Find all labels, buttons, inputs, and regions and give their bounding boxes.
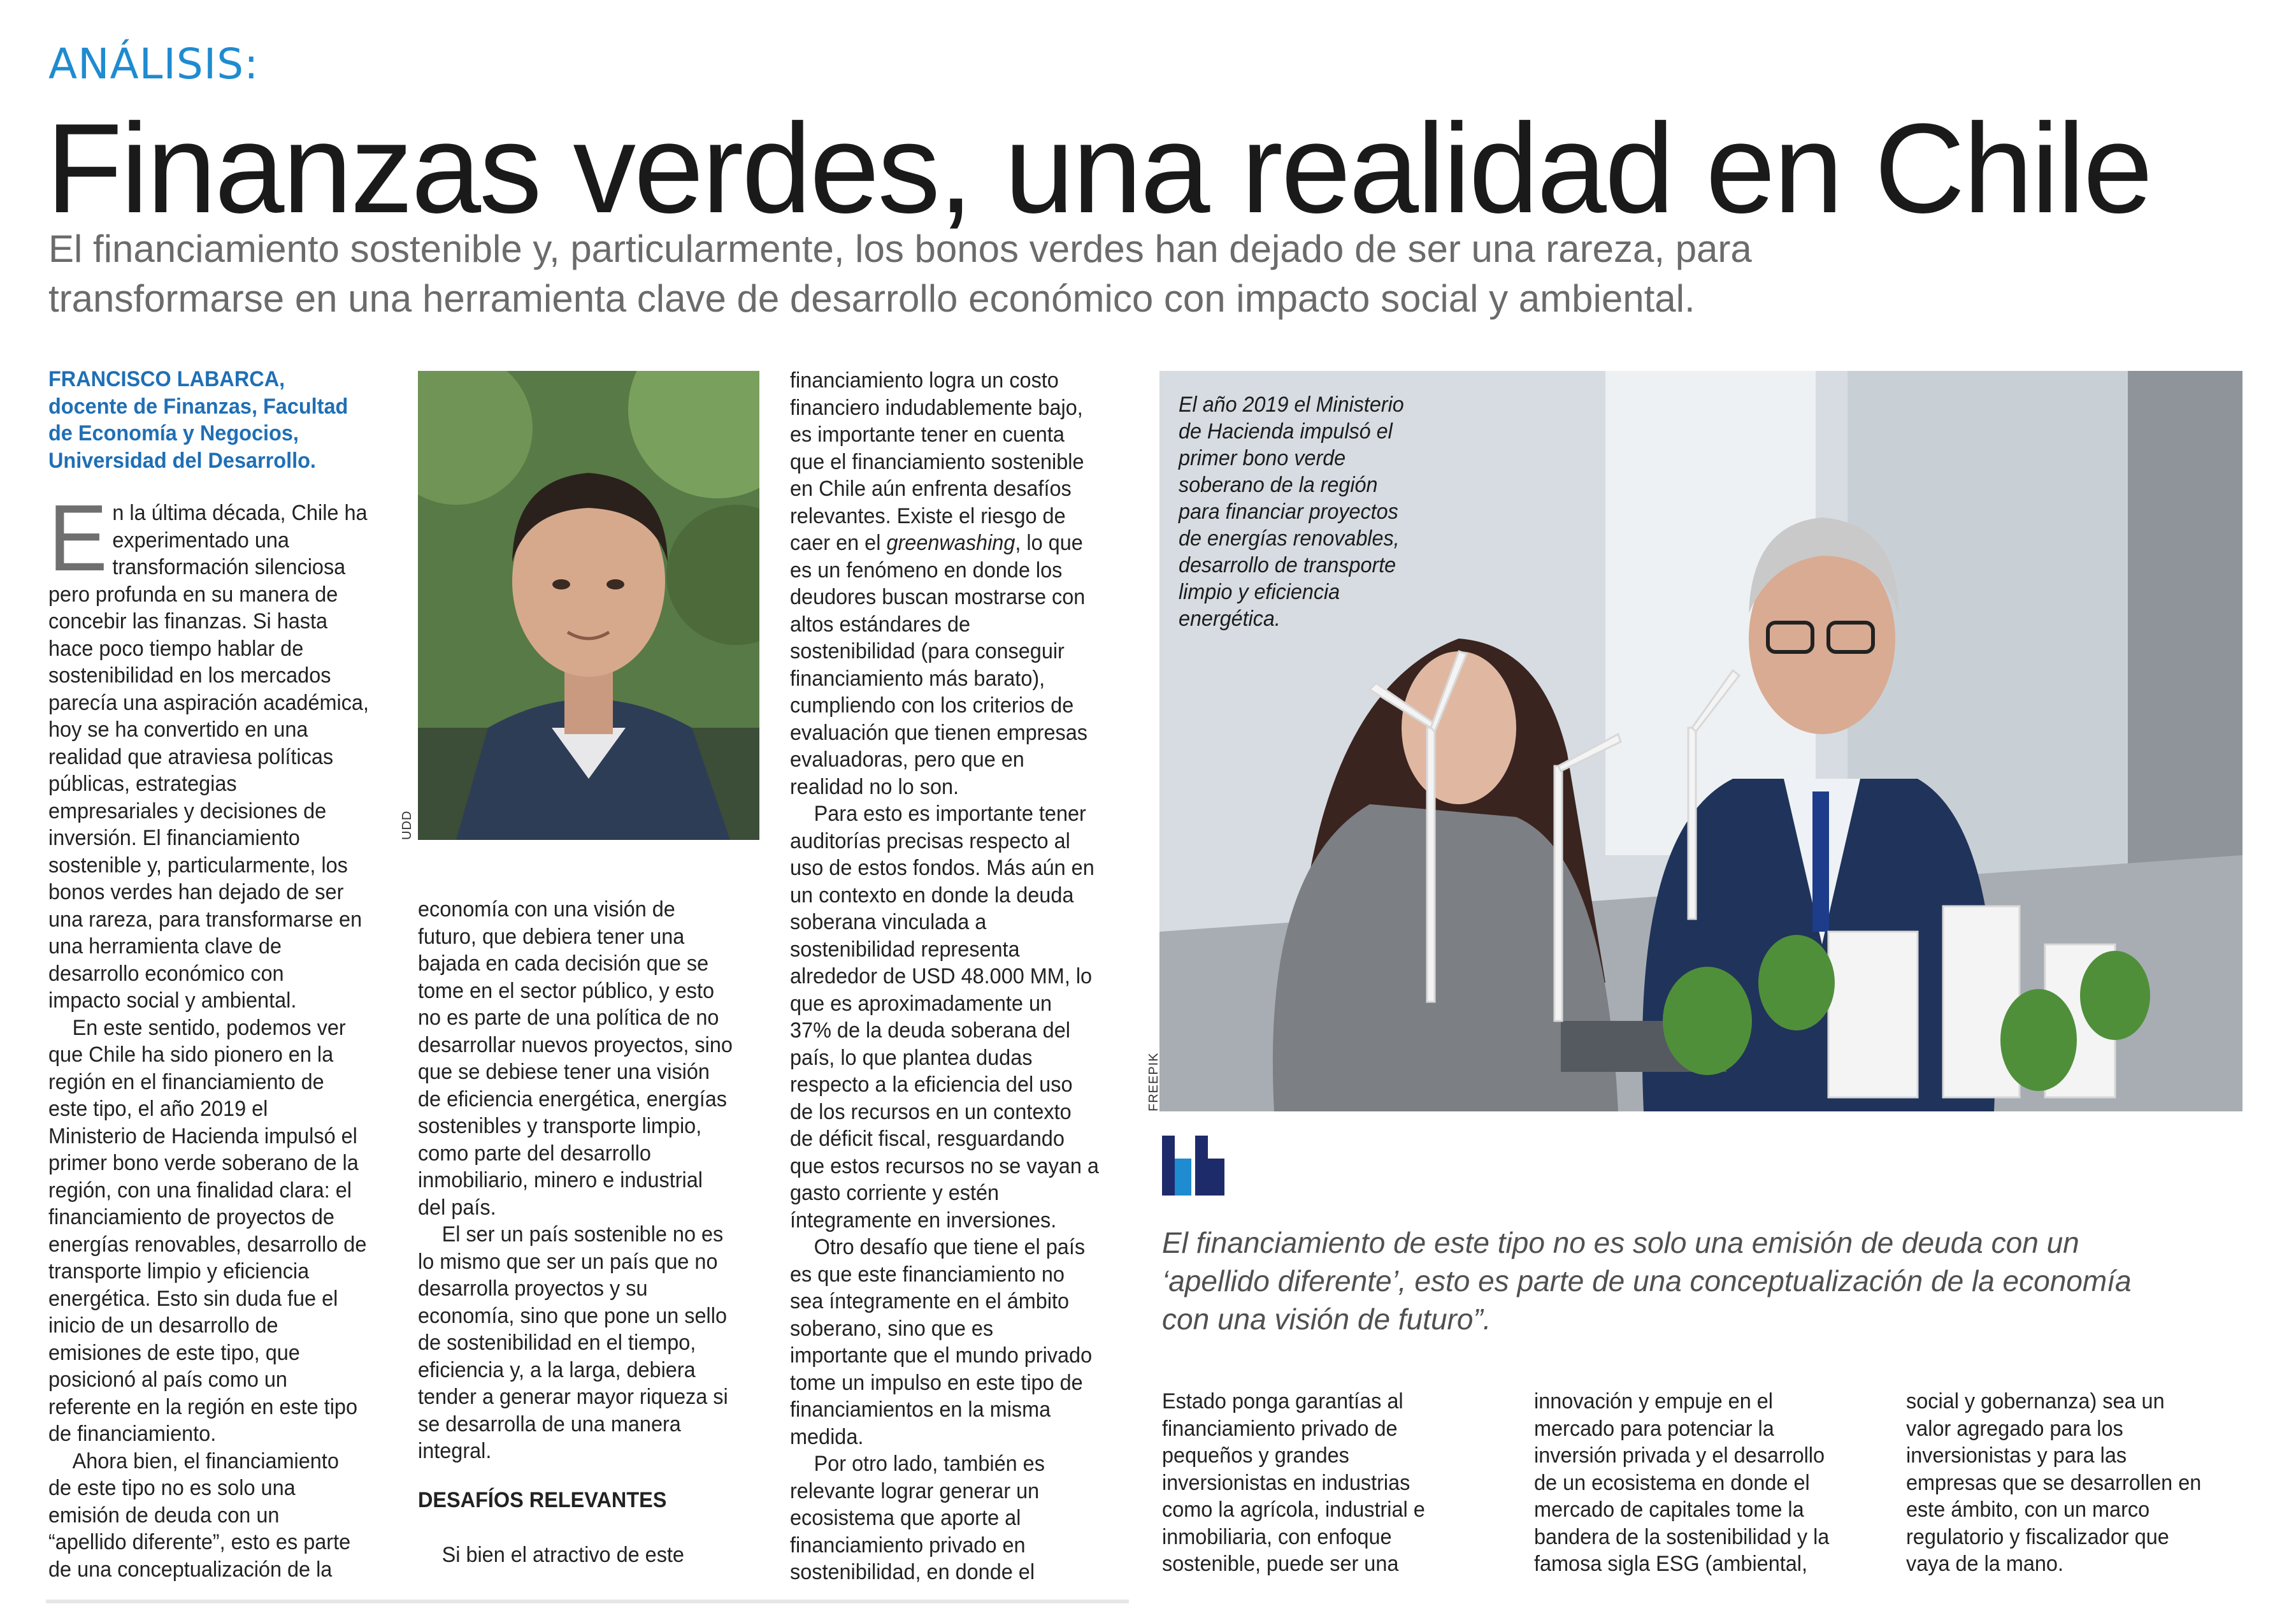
text-line: parecía una aspiración académica,: [48, 690, 369, 715]
text-line: para financiar proyectos: [1179, 500, 1398, 524]
text-line: bajada en cada decisión que se: [418, 951, 709, 976]
text-line: emisión de deuda con un: [48, 1503, 280, 1528]
paragraph-11: [1162, 1388, 1497, 1578]
text-line: Por otro lado, también es: [814, 1452, 1045, 1476]
text-line: famosa sigla ESG (ambiental,: [1534, 1552, 1807, 1576]
text-line: respecto a la eficiencia del uso: [790, 1073, 1073, 1097]
text-line: financiamiento privado de: [1162, 1416, 1398, 1441]
greenwashing-line: caer en el greenwashing, lo que: [790, 531, 1083, 555]
drop-cap: E: [48, 486, 108, 591]
text-line: sostenible y, particularmente, los: [48, 853, 348, 878]
paragraph-2: [48, 1015, 384, 1448]
text-line: de financiamiento.: [48, 1422, 217, 1446]
text-line: desarrollo económico con: [48, 961, 284, 986]
text-line: primer bono verde soberano de la: [48, 1151, 359, 1175]
quote-mark-icon: [1162, 1136, 1226, 1196]
text-line: Si bien el atractivo de este: [441, 1543, 684, 1567]
text-line: una rareza, para transformarse en: [48, 907, 362, 932]
text-line: Ahora bien, el financiamiento: [72, 1449, 339, 1473]
main-photo-credit: FREEPIK: [1147, 1052, 1161, 1111]
paragraph-6: [418, 1542, 753, 1569]
text-line: transporte limpio y eficiencia: [48, 1259, 310, 1283]
text-line: inmobiliaria, con enfoque: [1162, 1524, 1392, 1549]
text-line: públicas, estrategias: [48, 772, 237, 796]
text-line: alrededor de USD 48.000 MM, lo: [790, 964, 1093, 988]
text-line: pequeños y grandes: [1162, 1443, 1349, 1468]
text-line: de sostenibilidad en el tiempo,: [418, 1331, 696, 1355]
text-line: eficiencia y, a la larga, debiera: [418, 1357, 696, 1382]
pull-quote-line: El financiamiento de este tipo no es solo una emisión de deuda con un: [1162, 1226, 2079, 1259]
text-line: energética.: [1179, 607, 1281, 631]
text-line: empresas que se desarrollen en: [1906, 1470, 2202, 1495]
article-lead: [48, 486, 384, 1015]
text-line: financiamiento más barato),: [790, 666, 1045, 691]
text-line: región en el financiamiento de: [48, 1069, 324, 1094]
greenwashing-term: greenwashing: [886, 531, 1015, 555]
pull-quote-line: con una visión de futuro”.: [1162, 1303, 1491, 1336]
text-line: primer bono verde: [1179, 446, 1346, 470]
text-line: inversión privada y el desarrollo: [1534, 1443, 1825, 1468]
bottom-rule: [46, 1600, 1129, 1603]
portrait-illustration: [418, 371, 759, 840]
paragraph-5: [418, 1221, 753, 1465]
text-line: valor agregado para los: [1906, 1416, 2123, 1441]
paragraph-10: [790, 1450, 1125, 1586]
author-faculty: de Economía y Negocios,: [48, 421, 299, 445]
text-line: es importante tener en cuenta: [790, 423, 1065, 447]
text-line: este ámbito, con un marco: [1906, 1498, 2150, 1522]
text-line: gasto corriente y estén: [790, 1181, 1000, 1205]
text-line: 37% de la deuda soberana del: [790, 1018, 1070, 1043]
paragraph-4: [418, 896, 753, 1221]
headline: Finanzas verdes, una realidad en Chile: [46, 98, 2151, 240]
paragraph-7a: [790, 367, 1125, 530]
portrait-credit: UDD: [400, 810, 414, 840]
text-line: regulatorio y fiscalizador que: [1906, 1524, 2169, 1549]
paragraph-7b: [790, 557, 1125, 801]
text-line: en Chile aún enfrenta desafíos: [790, 477, 1072, 501]
text-line: experimentado una: [112, 528, 289, 553]
text-line: referente en la región en este tipo: [48, 1394, 357, 1419]
column-4: [1162, 1388, 1497, 1578]
text-line: sea íntegramente en el ámbito: [790, 1289, 1070, 1313]
text-line: Estado ponga garantías al: [1162, 1389, 1403, 1413]
text-line: de este tipo no es solo una: [48, 1476, 296, 1500]
text-line: uso de estos fondos. Más aún en: [790, 856, 1094, 880]
text-line: inicio de un desarrollo de: [48, 1313, 278, 1338]
text-line: como parte del desarrollo: [418, 1141, 651, 1166]
text-line: economía con una visión de: [418, 897, 675, 921]
column-1: [48, 366, 384, 1583]
text-line: se desarrolla de una manera: [418, 1412, 681, 1436]
text-line: bandera de la sostenibilidad y la: [1534, 1524, 1830, 1549]
text-line: futuro, que debiera tener una: [418, 924, 685, 949]
text-line: un contexto en donde la deuda: [790, 883, 1074, 907]
text-line: Ministerio de Hacienda impulsó el: [48, 1124, 357, 1148]
text-line: de un ecosistema en donde el: [1534, 1470, 1810, 1495]
text-line: El año 2019 el Ministerio: [1179, 393, 1404, 417]
text-line: importante que el mundo privado: [790, 1343, 1093, 1368]
photo-caption: [1179, 391, 1493, 632]
text-line: que el financiamiento sostenible: [790, 449, 1084, 474]
pull-quote-line: ‘apellido diferente’, esto es parte de una conceptualización de la economía: [1162, 1264, 2132, 1297]
column-5: [1534, 1388, 1869, 1578]
text-line: Para esto es importante tener: [814, 802, 1086, 826]
text-line: de energías renovables,: [1179, 526, 1400, 551]
text-line: es que este financiamiento no: [790, 1262, 1065, 1287]
text-line: empresariales y decisiones de: [48, 798, 327, 823]
text-line: no es parte de una política de no: [418, 1006, 719, 1030]
text-line: sostenibilidad en los mercados: [48, 663, 331, 688]
paragraph-1: [48, 581, 384, 1015]
text-line: financiamiento de proyectos de: [48, 1205, 334, 1229]
text-line: este tipo, el año 2019 el: [48, 1097, 268, 1121]
text-line: desarrollar nuevos proyectos, sino: [418, 1032, 733, 1057]
text-line: región, con una finalidad clara: el: [48, 1178, 352, 1203]
text-line: una herramienta clave de: [48, 934, 282, 958]
section-kicker: ANÁLISIS:: [48, 40, 259, 89]
column-2: [418, 896, 753, 1569]
text-line: tome un impulso en este tipo de: [790, 1370, 1083, 1395]
text-line: de eficiencia energética, energías: [418, 1087, 727, 1111]
text-line: de los recursos en un contexto: [790, 1099, 1072, 1124]
text-line: financiamiento logra un costo: [790, 368, 1059, 393]
text-line: medida.: [790, 1424, 864, 1449]
text-line: lo mismo que ser un país que no: [418, 1249, 718, 1274]
text-line: hace poco tiempo hablar de: [48, 636, 304, 661]
text-line: ecosistema que aporte al: [790, 1506, 1021, 1530]
text-line: inmobiliario, minero e industrial: [418, 1168, 703, 1192]
text-line: que estos recursos no se vayan a: [790, 1153, 1099, 1178]
text-line: realidad no lo son.: [790, 774, 959, 799]
text-line: financiamientos en la misma: [790, 1398, 1051, 1422]
text-line: relevantes. Existe el riesgo de: [790, 503, 1066, 528]
text-line: mercado para potenciar la: [1534, 1416, 1774, 1441]
text-line: evaluación que tienen empresas: [790, 720, 1087, 745]
text-line: es un fenómeno en donde los: [790, 558, 1063, 582]
text-line: posicionó al país como un: [48, 1368, 287, 1392]
text-line: economía, sino que pone un sello: [418, 1303, 727, 1328]
subheadline-line: El financiamiento sostenible y, particularmente, los bonos verdes han dejado de ser una rareza, para: [48, 228, 1752, 270]
text-line: de Hacienda impulsó el: [1179, 419, 1393, 444]
pull-quote: [1162, 1224, 2258, 1338]
text-line: mercado de capitales tome la: [1534, 1498, 1804, 1522]
column-6: [1906, 1388, 2241, 1578]
subheadline-line: transformarse en una herramienta clave de desarrollo económico con impacto social y ambiental.: [48, 277, 1695, 320]
text-line: inversionistas y para las: [1906, 1443, 2127, 1468]
column-3: [790, 367, 1125, 1586]
text-line: energética. Esto sin duda fue el: [48, 1286, 338, 1311]
text-line: evaluadoras, pero que en: [790, 748, 1024, 772]
paragraph-13: [1906, 1388, 2241, 1578]
text-line: altos estándares de: [790, 612, 971, 637]
text-line: soberano, sino que es: [790, 1316, 994, 1341]
text-line: integral.: [418, 1439, 492, 1463]
text-line: de una conceptualización de la: [48, 1557, 333, 1582]
author-role: docente de Finanzas, Facultad: [48, 394, 348, 419]
subheadline: [48, 224, 1960, 324]
text-line: país, lo que plantea dudas: [790, 1045, 1033, 1070]
paragraph-3: [48, 1448, 384, 1584]
text-line: soberano de la región: [1179, 473, 1378, 497]
author-byline: [48, 366, 384, 474]
text-line: sostenibilidad representa: [790, 937, 1020, 962]
author-name: FRANCISCO LABARCA,: [48, 367, 285, 391]
text-line: relevante lograr generar un: [790, 1478, 1040, 1503]
text-line: El ser un país sostenible no es: [441, 1222, 724, 1246]
text-line: hoy se ha convertido en una: [48, 718, 308, 742]
text-line: desarrollo de transporte: [1179, 553, 1396, 577]
text-line: deudores buscan mostrarse con: [790, 585, 1086, 609]
text-line: que se debiese tener una visión: [418, 1060, 710, 1084]
text-line: concebir las finanzas. Si hasta: [48, 609, 328, 633]
author-portrait-photo: [418, 371, 759, 840]
text-line: íntegramente en inversiones.: [790, 1208, 1057, 1232]
text-line: social y gobernanza) sea un: [1906, 1389, 2165, 1413]
text-line: auditorías precisas respecto al: [790, 828, 1070, 853]
text-line: inversionistas en industrias: [1162, 1470, 1410, 1495]
text-line: inversión. El financiamiento: [48, 826, 300, 850]
text-line: cumpliendo con los criterios de: [790, 693, 1074, 718]
text-line: En este sentido, podemos ver: [72, 1015, 346, 1040]
text-line: emisiones de este tipo, que: [48, 1340, 300, 1365]
text-line: impacto social y ambiental.: [48, 988, 297, 1013]
author-university: Universidad del Desarrollo.: [48, 448, 316, 473]
text-line: limpio y eficiencia: [1179, 580, 1340, 604]
text-line: sostenible, puede ser una: [1162, 1552, 1399, 1576]
text-line: n la última década, Chile ha: [112, 501, 368, 525]
paragraph-8: [790, 800, 1125, 1234]
text-line: “apellido diferente”, esto es parte: [48, 1530, 351, 1554]
text-line: como la agrícola, industrial e: [1162, 1498, 1425, 1522]
text-line: vaya de la mano.: [1906, 1552, 2063, 1576]
text-line: tender a generar mayor riqueza si: [418, 1385, 728, 1409]
section-heading: DESAFÍOS RELEVANTES: [418, 1487, 667, 1512]
text-line: sostenibilidad, en donde el: [790, 1560, 1035, 1584]
caption-lines: [1179, 391, 1493, 632]
text-line: energías renovables, desarrollo de: [48, 1232, 367, 1257]
text-line: financiero indudablemente bajo,: [790, 395, 1083, 420]
paragraph-12: [1534, 1388, 1869, 1578]
text-line: transformación silenciosa: [112, 555, 346, 579]
text-line: que es aproximadamente un: [790, 991, 1052, 1016]
text-line: innovación y empuje en el: [1534, 1389, 1774, 1413]
text-line: financiamiento privado en: [790, 1533, 1026, 1557]
text-line: tome en el sector público, y esto: [418, 978, 715, 1003]
text-line: sostenibilidad (para conseguir: [790, 639, 1065, 663]
text-line: realidad que atraviesa políticas: [48, 744, 334, 769]
text-line: sostenibles y transporte limpio,: [418, 1114, 702, 1138]
text-line: desarrolla proyectos y su: [418, 1276, 648, 1301]
text-line: que Chile ha sido pionero en la: [48, 1043, 334, 1067]
text-line: de déficit fiscal, resguardando: [790, 1127, 1065, 1151]
paragraph-9: [790, 1234, 1125, 1450]
text-line: Otro desafío que tiene el país: [814, 1235, 1086, 1259]
text-line: pero profunda en su manera de: [48, 582, 338, 607]
text-line: bonos verdes han dejado de ser: [48, 880, 344, 904]
text-line: del país.: [418, 1195, 496, 1220]
text-line: soberana vinculada a: [790, 910, 987, 934]
